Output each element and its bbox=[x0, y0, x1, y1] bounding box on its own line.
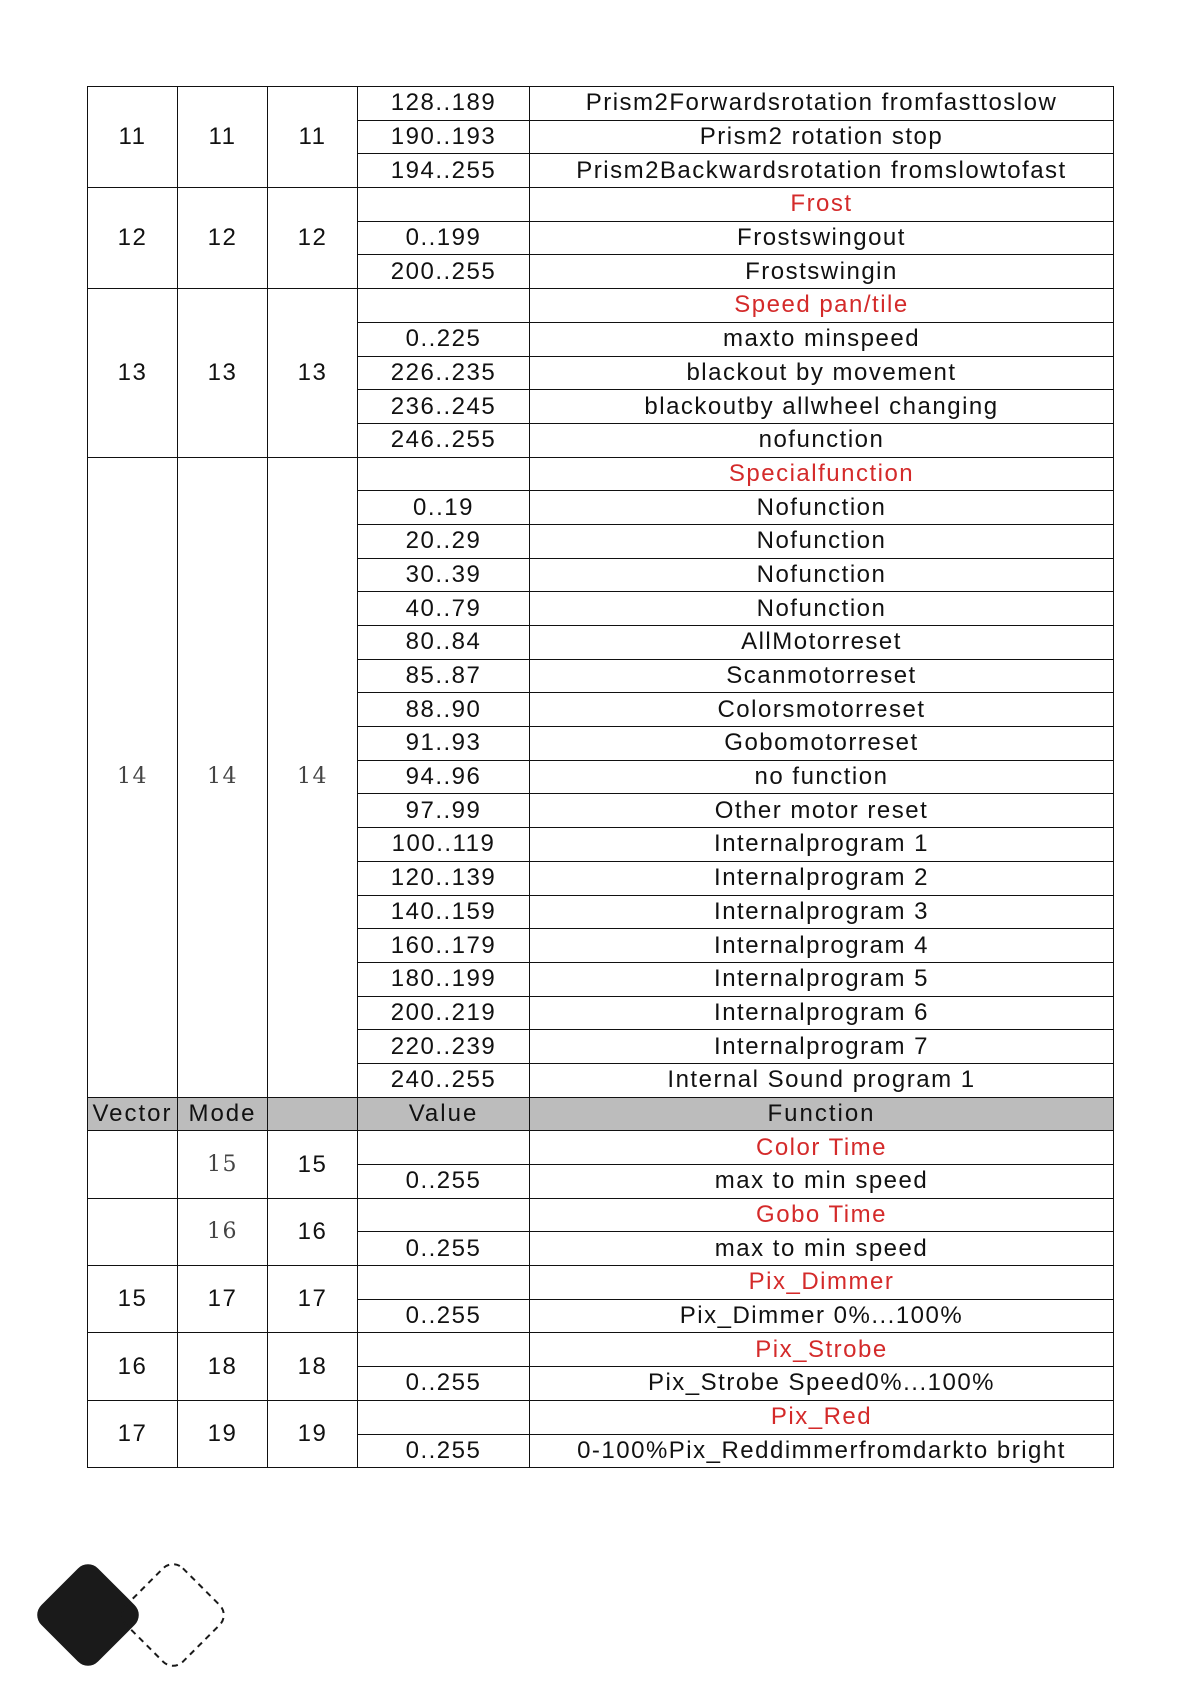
dmx-channel-table bbox=[87, 86, 1114, 1468]
section-title: Gobo Time bbox=[530, 1198, 1114, 1232]
function-cell: no function bbox=[530, 760, 1114, 794]
value-cell: 85..87 bbox=[358, 659, 530, 693]
logo-solid-diamond bbox=[31, 1558, 144, 1671]
channel-cell: 13 bbox=[268, 289, 358, 457]
value-cell: 88..90 bbox=[358, 693, 530, 727]
table-row bbox=[88, 188, 1114, 222]
function-cell: Other motor reset bbox=[530, 794, 1114, 828]
value-cell bbox=[358, 289, 530, 323]
value-cell: 200..219 bbox=[358, 996, 530, 1030]
function-cell: Internalprogram 1 bbox=[530, 828, 1114, 862]
value-cell: 128..189 bbox=[358, 87, 530, 121]
value-cell bbox=[358, 188, 530, 222]
channel-cell: 17 bbox=[178, 1266, 268, 1333]
function-cell: Nofunction bbox=[530, 592, 1114, 626]
value-cell: 0..255 bbox=[358, 1367, 530, 1401]
channel-cell: 18 bbox=[178, 1333, 268, 1400]
value-cell bbox=[358, 1333, 530, 1367]
function-cell: nofunction bbox=[530, 423, 1114, 457]
function-cell: blackout by movement bbox=[530, 356, 1114, 390]
function-cell: max to min speed bbox=[530, 1165, 1114, 1199]
section-title: Color Time bbox=[530, 1131, 1114, 1165]
value-cell: 100..119 bbox=[358, 828, 530, 862]
channel-cell: 11 bbox=[268, 87, 358, 188]
value-cell: 97..99 bbox=[358, 794, 530, 828]
section-title: Pix_Red bbox=[530, 1400, 1114, 1434]
channel-cell: 15 bbox=[178, 1131, 268, 1198]
function-cell: Gobomotorreset bbox=[530, 727, 1114, 761]
section-title: Frost bbox=[530, 188, 1114, 222]
section-title: Specialfunction bbox=[530, 457, 1114, 491]
table-header-row bbox=[88, 1097, 1114, 1131]
value-cell: 180..199 bbox=[358, 962, 530, 996]
header-value: Value bbox=[358, 1097, 530, 1131]
value-cell: 0..255 bbox=[358, 1434, 530, 1468]
section-title: Pix_Strobe bbox=[530, 1333, 1114, 1367]
channel-cell: 13 bbox=[178, 289, 268, 457]
value-cell: 194..255 bbox=[358, 154, 530, 188]
function-cell: Frostswingout bbox=[530, 221, 1114, 255]
channel-cell: 14 bbox=[88, 457, 178, 1097]
value-cell: 190..193 bbox=[358, 120, 530, 154]
function-cell: Internalprogram 6 bbox=[530, 996, 1114, 1030]
table-row bbox=[88, 1400, 1114, 1434]
value-cell: 120..139 bbox=[358, 861, 530, 895]
header-function: Function bbox=[530, 1097, 1114, 1131]
function-cell: max to min speed bbox=[530, 1232, 1114, 1266]
value-cell bbox=[358, 1198, 530, 1232]
channel-cell: 17 bbox=[88, 1400, 178, 1467]
value-cell: 160..179 bbox=[358, 929, 530, 963]
function-cell: Pix_Strobe Speed0%...100% bbox=[530, 1367, 1114, 1401]
function-cell: 0-100%Pix_Reddimmerfromdarkto bright bbox=[530, 1434, 1114, 1468]
value-cell bbox=[358, 457, 530, 491]
value-cell: 0..255 bbox=[358, 1299, 530, 1333]
table-row bbox=[88, 289, 1114, 323]
channel-cell: 11 bbox=[178, 87, 268, 188]
header-blank bbox=[268, 1097, 358, 1131]
value-cell: 246..255 bbox=[358, 423, 530, 457]
channel-cell: 15 bbox=[268, 1131, 358, 1198]
value-cell: 0..225 bbox=[358, 322, 530, 356]
channel-cell bbox=[88, 1131, 178, 1198]
function-cell: blackoutby allwheel changing bbox=[530, 390, 1114, 424]
channel-cell: 14 bbox=[268, 457, 358, 1097]
channel-cell: 12 bbox=[268, 188, 358, 289]
function-cell: Internalprogram 5 bbox=[530, 962, 1114, 996]
section-title: Pix_Dimmer bbox=[530, 1266, 1114, 1300]
value-cell: 0..255 bbox=[358, 1165, 530, 1199]
function-cell: Internal Sound program 1 bbox=[530, 1063, 1114, 1097]
value-cell: 0..19 bbox=[358, 491, 530, 525]
table-row bbox=[88, 1333, 1114, 1367]
value-cell bbox=[358, 1266, 530, 1300]
header-vector: Vector bbox=[88, 1097, 178, 1131]
function-cell: Internalprogram 2 bbox=[530, 861, 1114, 895]
value-cell: 80..84 bbox=[358, 626, 530, 660]
function-cell: Prism2Backwardsrotation fromslowtofast bbox=[530, 154, 1114, 188]
value-cell: 20..29 bbox=[358, 524, 530, 558]
channel-cell: 14 bbox=[178, 457, 268, 1097]
value-cell bbox=[358, 1400, 530, 1434]
table-row bbox=[88, 1266, 1114, 1300]
value-cell: 240..255 bbox=[358, 1063, 530, 1097]
channel-cell: 18 bbox=[268, 1333, 358, 1400]
function-cell: Nofunction bbox=[530, 524, 1114, 558]
value-cell bbox=[358, 1131, 530, 1165]
function-cell: Prism2Forwardsrotation fromfasttoslow bbox=[530, 87, 1114, 121]
channel-cell: 19 bbox=[178, 1400, 268, 1467]
diamond-logo-icon bbox=[28, 1555, 248, 1675]
channel-cell: 16 bbox=[268, 1198, 358, 1265]
function-cell: Pix_Dimmer 0%...100% bbox=[530, 1299, 1114, 1333]
table-row bbox=[88, 1131, 1114, 1165]
value-cell: 226..235 bbox=[358, 356, 530, 390]
value-cell: 0..255 bbox=[358, 1232, 530, 1266]
value-cell: 200..255 bbox=[358, 255, 530, 289]
function-cell: Colorsmotorreset bbox=[530, 693, 1114, 727]
function-cell: Prism2 rotation stop bbox=[530, 120, 1114, 154]
channel-cell: 19 bbox=[268, 1400, 358, 1467]
channel-cell: 12 bbox=[88, 188, 178, 289]
function-cell: Internalprogram 4 bbox=[530, 929, 1114, 963]
table-row bbox=[88, 1198, 1114, 1232]
function-cell: Scanmotorreset bbox=[530, 659, 1114, 693]
channel-cell: 16 bbox=[88, 1333, 178, 1400]
function-cell: Internalprogram 3 bbox=[530, 895, 1114, 929]
function-cell: Nofunction bbox=[530, 491, 1114, 525]
function-cell: Nofunction bbox=[530, 558, 1114, 592]
value-cell: 94..96 bbox=[358, 760, 530, 794]
channel-cell bbox=[88, 1198, 178, 1265]
channel-cell: 15 bbox=[88, 1266, 178, 1333]
channel-cell: 17 bbox=[268, 1266, 358, 1333]
value-cell: 40..79 bbox=[358, 592, 530, 626]
value-cell: 220..239 bbox=[358, 1030, 530, 1064]
table-row bbox=[88, 457, 1114, 491]
value-cell: 0..199 bbox=[358, 221, 530, 255]
section-title: Speed pan/tile bbox=[530, 289, 1114, 323]
function-cell: maxto minspeed bbox=[530, 322, 1114, 356]
value-cell: 236..245 bbox=[358, 390, 530, 424]
function-cell: Internalprogram 7 bbox=[530, 1030, 1114, 1064]
value-cell: 140..159 bbox=[358, 895, 530, 929]
function-cell: Frostswingin bbox=[530, 255, 1114, 289]
channel-cell: 16 bbox=[178, 1198, 268, 1265]
channel-cell: 13 bbox=[88, 289, 178, 457]
function-cell: AllMotorreset bbox=[530, 626, 1114, 660]
value-cell: 91..93 bbox=[358, 727, 530, 761]
channel-cell: 12 bbox=[178, 188, 268, 289]
header-mode: Mode bbox=[178, 1097, 268, 1131]
value-cell: 30..39 bbox=[358, 558, 530, 592]
channel-cell: 11 bbox=[88, 87, 178, 188]
table-row bbox=[88, 87, 1114, 121]
